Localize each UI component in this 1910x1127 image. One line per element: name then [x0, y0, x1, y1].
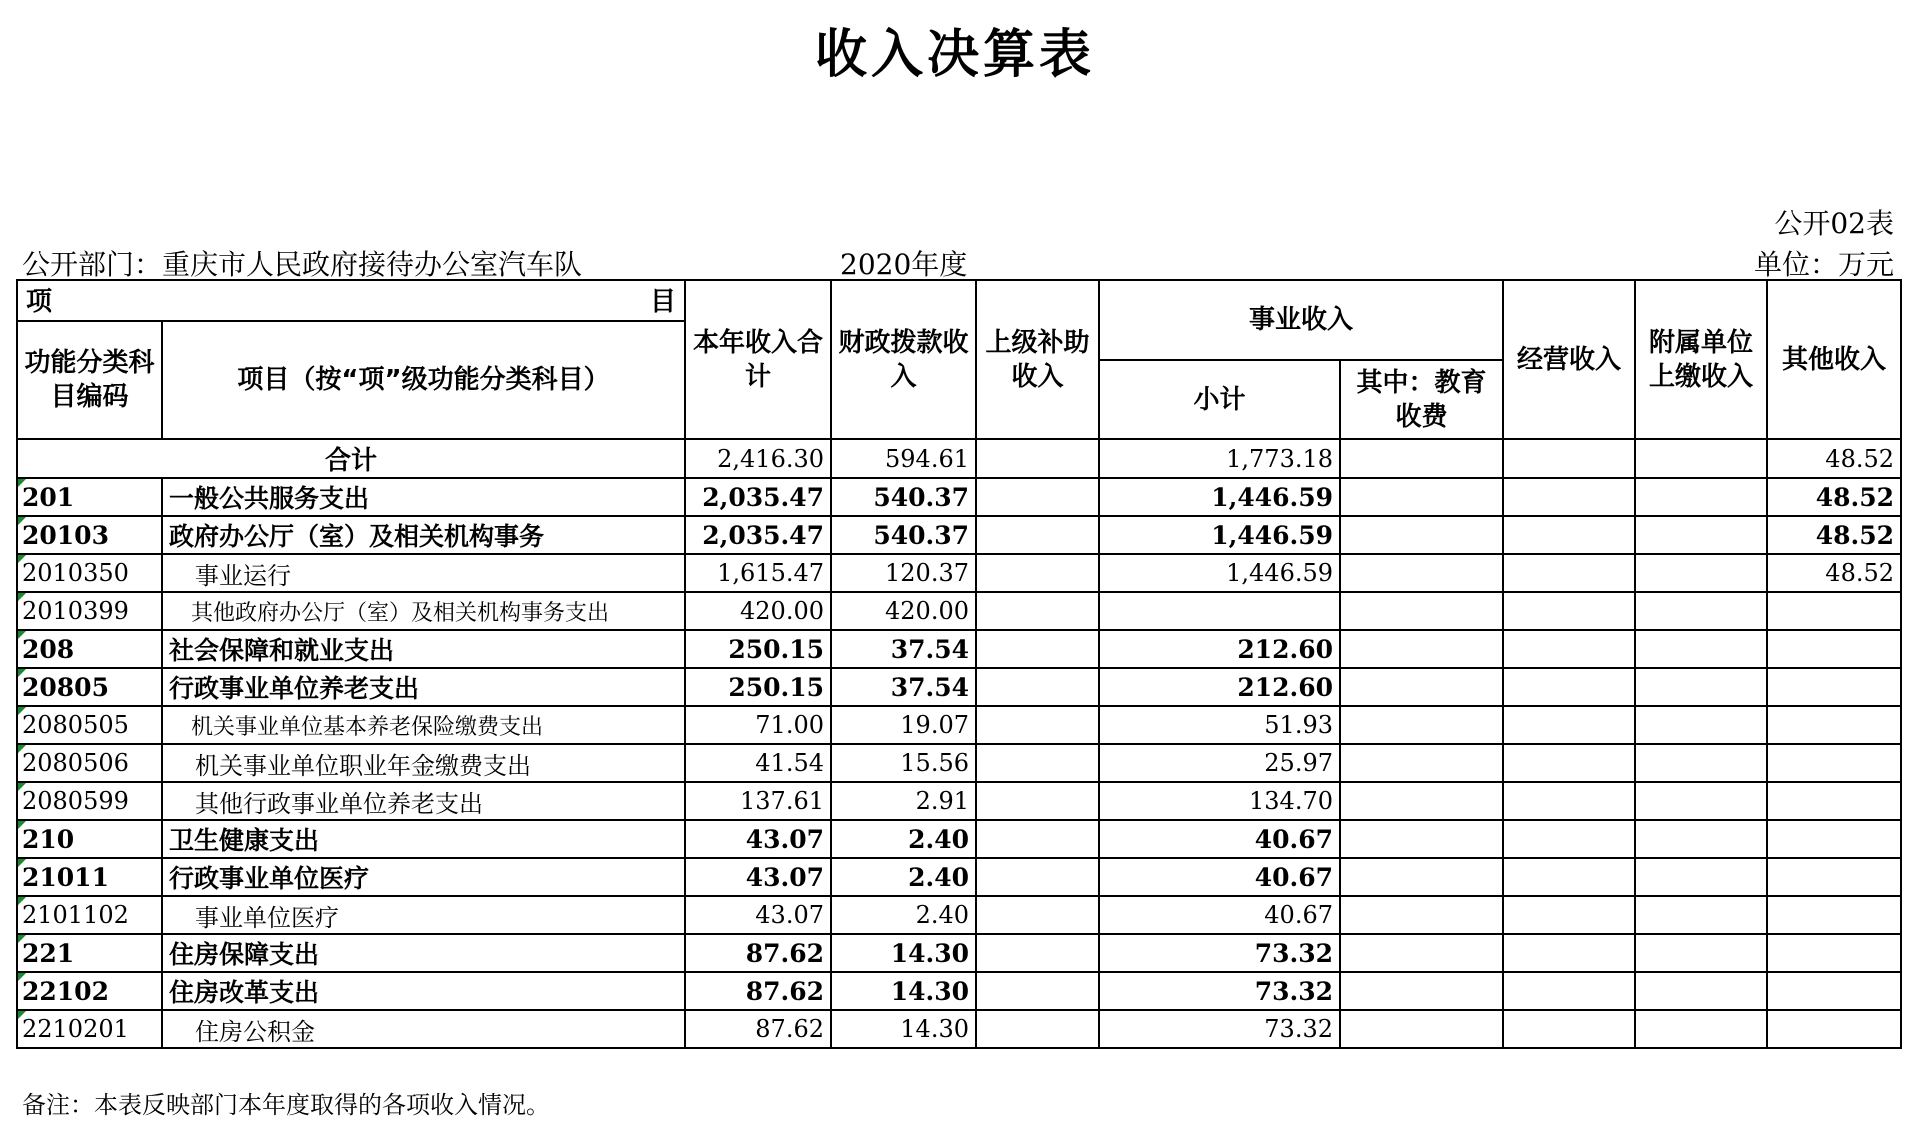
- row-operating: [1503, 744, 1635, 782]
- row-operating: [1503, 592, 1635, 630]
- row-superior: [976, 934, 1099, 972]
- row-affiliated: [1635, 630, 1767, 668]
- row-operating: [1503, 706, 1635, 744]
- row-affiliated: [1635, 820, 1767, 858]
- row-affiliated: [1635, 782, 1767, 820]
- row-fiscal: 540.37: [831, 478, 976, 516]
- row-superior: [976, 554, 1099, 592]
- row-other: 48.52: [1767, 516, 1901, 554]
- row-name: 社会保障和就业支出: [162, 630, 685, 668]
- total-other: 48.52: [1767, 439, 1901, 478]
- total-affiliated: [1635, 439, 1767, 478]
- row-business-edu: [1340, 516, 1503, 554]
- row-other: [1767, 934, 1901, 972]
- row-amount: 250.15: [685, 668, 831, 706]
- table-row: [17, 554, 1901, 592]
- row-business-subtotal: 134.70: [1099, 782, 1340, 820]
- row-business-edu: [1340, 592, 1503, 630]
- row-code: 22102: [17, 972, 162, 1010]
- table-row: [17, 706, 1901, 744]
- header-operating: 经营收入: [1503, 280, 1635, 439]
- row-name: 机关事业单位职业年金缴费支出: [162, 744, 685, 782]
- unit-label: 单位：万元: [1753, 248, 1894, 281]
- row-business-edu: [1340, 1010, 1503, 1048]
- row-operating: [1503, 630, 1635, 668]
- row-other: [1767, 592, 1901, 630]
- row-code: 2010350: [17, 554, 162, 592]
- row-affiliated: [1635, 706, 1767, 744]
- row-affiliated: [1635, 592, 1767, 630]
- row-operating: [1503, 1010, 1635, 1048]
- row-business-edu: [1340, 782, 1503, 820]
- row-fiscal: 37.54: [831, 668, 976, 706]
- table-row: [17, 516, 1901, 554]
- row-business-edu: [1340, 706, 1503, 744]
- row-amount: 43.07: [685, 858, 831, 896]
- row-superior: [976, 516, 1099, 554]
- total-superior: [976, 439, 1099, 478]
- table-row: [17, 630, 1901, 668]
- row-superior: [976, 630, 1099, 668]
- row-other: [1767, 744, 1901, 782]
- form-code: 公开02表: [1774, 207, 1894, 240]
- row-other: 48.52: [1767, 478, 1901, 516]
- table-row: [17, 934, 1901, 972]
- total-operating: [1503, 439, 1635, 478]
- row-amount: 43.07: [685, 896, 831, 934]
- row-business-subtotal: 40.67: [1099, 896, 1340, 934]
- row-business-subtotal: [1099, 592, 1340, 630]
- department-label: 公开部门：重庆市人民政府接待办公室汽车队: [22, 248, 583, 281]
- row-code: 2210201: [17, 1010, 162, 1048]
- row-amount: 87.62: [685, 972, 831, 1010]
- row-other: [1767, 820, 1901, 858]
- row-amount: 87.62: [685, 1010, 831, 1048]
- table-row: [17, 820, 1901, 858]
- row-name: 其他行政事业单位养老支出: [162, 782, 685, 820]
- row-other: [1767, 972, 1901, 1010]
- table-row: [17, 668, 1901, 706]
- row-code: 2010399: [17, 592, 162, 630]
- row-superior: [976, 820, 1099, 858]
- row-superior: [976, 858, 1099, 896]
- row-other: 48.52: [1767, 554, 1901, 592]
- row-business-subtotal: 1,446.59: [1099, 554, 1340, 592]
- row-other: [1767, 896, 1901, 934]
- row-business-edu: [1340, 820, 1503, 858]
- row-superior: [976, 782, 1099, 820]
- row-name: 一般公共服务支出: [162, 478, 685, 516]
- row-affiliated: [1635, 858, 1767, 896]
- row-business-subtotal: 73.32: [1099, 934, 1340, 972]
- row-business-subtotal: 40.67: [1099, 858, 1340, 896]
- header-fiscal: 财政拨款收入: [831, 280, 976, 439]
- row-business-subtotal: 73.32: [1099, 1010, 1340, 1048]
- header-superior: 上级补助收入: [976, 280, 1099, 439]
- row-business-edu: [1340, 630, 1503, 668]
- row-name: 住房公积金: [162, 1010, 685, 1048]
- year-label: 2020年度: [840, 248, 968, 281]
- row-fiscal: 120.37: [831, 554, 976, 592]
- row-business-edu: [1340, 934, 1503, 972]
- footnote: 备注：本表反映部门本年度取得的各项收入情况。: [22, 1091, 550, 1119]
- row-business-edu: [1340, 858, 1503, 896]
- row-affiliated: [1635, 668, 1767, 706]
- row-affiliated: [1635, 934, 1767, 972]
- row-name: 住房改革支出: [162, 972, 685, 1010]
- row-fiscal: 14.30: [831, 1010, 976, 1048]
- row-superior: [976, 972, 1099, 1010]
- row-business-subtotal: 1,446.59: [1099, 516, 1340, 554]
- header-func-code: 功能分类科目编码: [17, 321, 162, 439]
- table-row: [17, 972, 1901, 1010]
- row-amount: 41.54: [685, 744, 831, 782]
- table-row: [17, 478, 1901, 516]
- row-other: [1767, 630, 1901, 668]
- row-operating: [1503, 478, 1635, 516]
- row-code: 20805: [17, 668, 162, 706]
- row-affiliated: [1635, 896, 1767, 934]
- row-affiliated: [1635, 516, 1767, 554]
- row-affiliated: [1635, 1010, 1767, 1048]
- row-fiscal: 19.07: [831, 706, 976, 744]
- total-amount: 2,416.30: [685, 439, 831, 478]
- row-affiliated: [1635, 478, 1767, 516]
- row-amount: 87.62: [685, 934, 831, 972]
- page-title: 收入决算表: [814, 25, 1095, 85]
- total-fiscal: 594.61: [831, 439, 976, 478]
- row-business-edu: [1340, 668, 1503, 706]
- item-header-right: 目: [649, 287, 676, 317]
- row-operating: [1503, 934, 1635, 972]
- table-row: [17, 744, 1901, 782]
- row-other: [1767, 782, 1901, 820]
- row-code: 210: [17, 820, 162, 858]
- header-business-edu: 其中：教育收费: [1340, 360, 1503, 439]
- row-name: 卫生健康支出: [162, 820, 685, 858]
- row-code: 2080506: [17, 744, 162, 782]
- row-fiscal: 2.91: [831, 782, 976, 820]
- row-name: 政府办公厅（室）及相关机构事务: [162, 516, 685, 554]
- row-name: 住房保障支出: [162, 934, 685, 972]
- row-name: 事业单位医疗: [162, 896, 685, 934]
- item-header: [17, 280, 685, 321]
- row-operating: [1503, 972, 1635, 1010]
- row-amount: 137.61: [685, 782, 831, 820]
- row-operating: [1503, 668, 1635, 706]
- header-affiliated: 附属单位上缴收入: [1635, 280, 1767, 439]
- row-superior: [976, 592, 1099, 630]
- row-code: 208: [17, 630, 162, 668]
- row-fiscal: 2.40: [831, 820, 976, 858]
- row-other: [1767, 668, 1901, 706]
- row-business-subtotal: 212.60: [1099, 630, 1340, 668]
- row-name: 其他政府办公厅（室）及相关机构事务支出: [162, 592, 685, 630]
- table-row: [17, 1010, 1901, 1048]
- row-name: 行政事业单位医疗: [162, 858, 685, 896]
- row-business-subtotal: 40.67: [1099, 820, 1340, 858]
- row-business-subtotal: 51.93: [1099, 706, 1340, 744]
- total-business-edu: [1340, 439, 1503, 478]
- row-code: 21011: [17, 858, 162, 896]
- row-fiscal: 540.37: [831, 516, 976, 554]
- row-code: 201: [17, 478, 162, 516]
- row-fiscal: 14.30: [831, 972, 976, 1010]
- item-header-left: 项: [26, 287, 53, 317]
- row-operating: [1503, 554, 1635, 592]
- row-affiliated: [1635, 554, 1767, 592]
- row-other: [1767, 1010, 1901, 1048]
- row-other: [1767, 858, 1901, 896]
- row-business-edu: [1340, 972, 1503, 1010]
- row-code: 2080599: [17, 782, 162, 820]
- header-business-subtotal: 小计: [1099, 360, 1340, 439]
- row-business-edu: [1340, 478, 1503, 516]
- row-superior: [976, 744, 1099, 782]
- row-operating: [1503, 858, 1635, 896]
- row-fiscal: 15.56: [831, 744, 976, 782]
- row-amount: 2,035.47: [685, 478, 831, 516]
- row-code: 2101102: [17, 896, 162, 934]
- row-business-subtotal: 212.60: [1099, 668, 1340, 706]
- row-amount: 71.00: [685, 706, 831, 744]
- row-name: 行政事业单位养老支出: [162, 668, 685, 706]
- row-fiscal: 2.40: [831, 858, 976, 896]
- row-fiscal: 37.54: [831, 630, 976, 668]
- row-amount: 250.15: [685, 630, 831, 668]
- total-label: 合计: [17, 439, 685, 478]
- row-other: [1767, 706, 1901, 744]
- header-func-name: 项目（按“项”级功能分类科目）: [162, 321, 685, 439]
- row-superior: [976, 668, 1099, 706]
- row-amount: 43.07: [685, 820, 831, 858]
- income-table: [16, 279, 1902, 1049]
- row-fiscal: 420.00: [831, 592, 976, 630]
- row-operating: [1503, 896, 1635, 934]
- table-row: [17, 592, 1901, 630]
- table-row: [17, 782, 1901, 820]
- row-superior: [976, 706, 1099, 744]
- row-code: 2080505: [17, 706, 162, 744]
- total-business-subtotal: 1,773.18: [1099, 439, 1340, 478]
- row-superior: [976, 896, 1099, 934]
- row-operating: [1503, 782, 1635, 820]
- total-row: [17, 439, 1901, 478]
- header-other: 其他收入: [1767, 280, 1901, 439]
- row-name: 机关事业单位基本养老保险缴费支出: [162, 706, 685, 744]
- row-business-subtotal: 1,446.59: [1099, 478, 1340, 516]
- row-code: 20103: [17, 516, 162, 554]
- row-amount: 420.00: [685, 592, 831, 630]
- row-business-edu: [1340, 896, 1503, 934]
- header-total: 本年收入合计: [685, 280, 831, 439]
- row-amount: 1,615.47: [685, 554, 831, 592]
- row-business-subtotal: 73.32: [1099, 972, 1340, 1010]
- row-operating: [1503, 820, 1635, 858]
- row-fiscal: 2.40: [831, 896, 976, 934]
- row-affiliated: [1635, 972, 1767, 1010]
- row-code: 221: [17, 934, 162, 972]
- row-operating: [1503, 516, 1635, 554]
- row-business-subtotal: 25.97: [1099, 744, 1340, 782]
- row-superior: [976, 1010, 1099, 1048]
- row-business-edu: [1340, 744, 1503, 782]
- table-row: [17, 896, 1901, 934]
- table-row: [17, 858, 1901, 896]
- row-superior: [976, 478, 1099, 516]
- row-business-edu: [1340, 554, 1503, 592]
- row-name: 事业运行: [162, 554, 685, 592]
- row-fiscal: 14.30: [831, 934, 976, 972]
- row-amount: 2,035.47: [685, 516, 831, 554]
- row-affiliated: [1635, 744, 1767, 782]
- header-business: 事业收入: [1099, 280, 1503, 360]
